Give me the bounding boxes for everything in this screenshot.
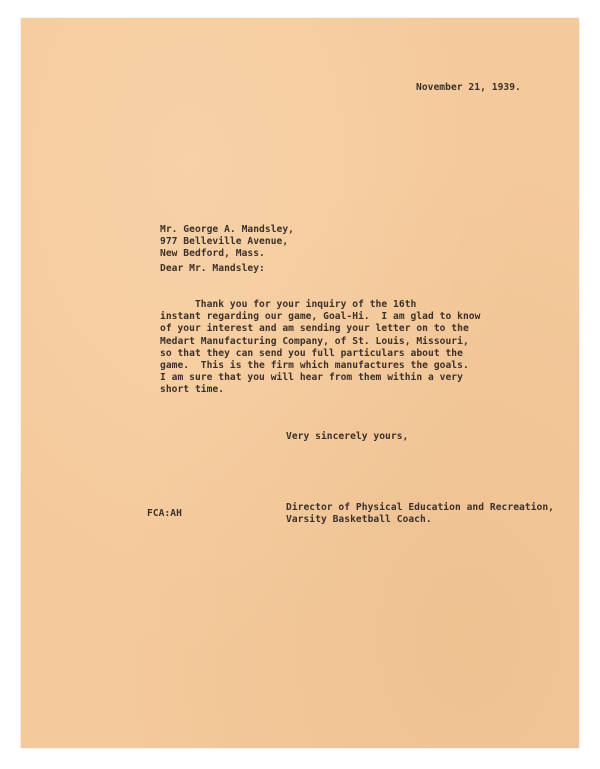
salutation: Dear Mr. Mandsley: — [160, 263, 265, 274]
letter-body — [160, 299, 480, 397]
body-line: of your interest and am sending your letter on to the — [160, 323, 469, 335]
typist-initials: FCA:AH — [147, 508, 182, 519]
body-line: game. This is the firm which manufactures the goals. — [160, 359, 469, 371]
body-line: Medart Manufacturing Company, of St. Louis, Missouri, — [160, 335, 469, 347]
recipient-street: 977 Belleville Avenue, — [160, 236, 289, 248]
body-line: Thank you for your inquiry of the 16th — [160, 299, 417, 310]
recipient-city: New Bedford, Mass. — [160, 248, 265, 260]
recipient-name: Mr. George A. Mandsley, — [160, 224, 294, 235]
recipient-address — [160, 224, 294, 261]
body-line: so that they can send you full particulars about the — [160, 347, 463, 359]
signature-role: Varsity Basketball Coach. — [286, 514, 432, 526]
letter-page — [21, 18, 579, 748]
letter-date: November 21, 1939. — [416, 82, 521, 93]
body-line: I am sure that you will hear from them within a very — [160, 372, 463, 384]
closing: Very sincerely yours, — [286, 431, 409, 442]
body-line: instant regarding our game, Goal-Hi. I am glad to know — [160, 311, 481, 323]
signature-block — [286, 502, 554, 526]
body-line: short time. — [160, 384, 225, 396]
signature-title: Director of Physical Education and Recreation, — [286, 502, 554, 513]
